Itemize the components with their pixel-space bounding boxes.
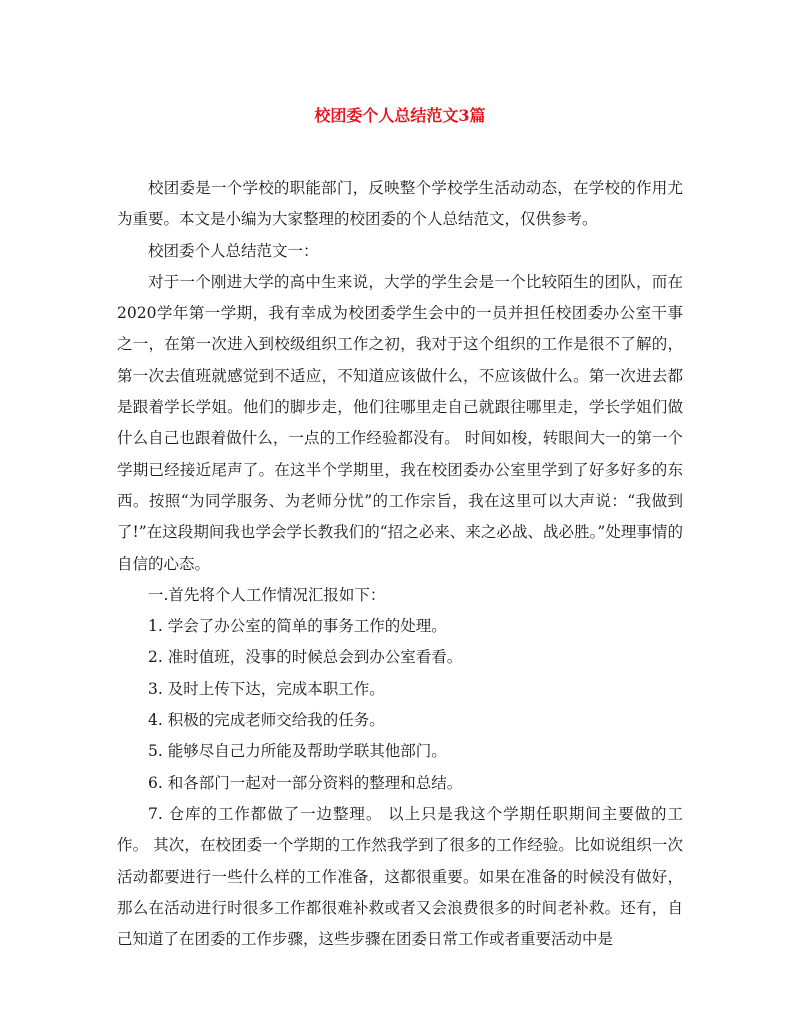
document-body [117, 173, 683, 955]
paragraph-report-heading: 一.首先将个人工作情况汇报如下： [148, 585, 386, 604]
paragraph-intro: 校团委是一个学校的职能部门，反映整个学校学生活动动态，在学校的作用尤为重要。本文是小编为大家整理的校团委的个人总结范文，仅供参考。 [117, 179, 683, 229]
paragraph-main: 对于一个刚进大学的高中生来说，大学的学生会是一个比较陌生的团队，而在2020学年第一学期，我有幸成为校团委学生会中的一员并担任校团委办公室干事之一，在第一次进入到校级组织工作之初，我对于这个组织的工作是很不了解的，第一次去值班就感觉到不适应，不知道应该做什么，不应该做什么。第一次进去都是跟着学长学姐。他们的脚步走，他们往哪里走自己就跟往哪里走，学长学姐们做什么自己也跟着做什么，一点的工作经验都没有。 时间如梭，转眼间大一的第一个学期已经接近尾声了。在这半个学期里，我在校团委办公室里学到了好多好多的东西。按照“为同学服务、为老师分忧”的工作宗旨，我在这里可以大声说：“我做到了!”在这段期间我也学会学长教我们的“招之必来、来之必战、战必胜。”处理事情的自信的心态。 [117, 272, 683, 573]
list-item: 1. 学会了办公室的简单的事务工作的处理。 [148, 617, 447, 636]
list-item: 7. 仓库的工作都做了一边整理。 以上只是我这个学期任职期间主要做的工作。 其次，在校团委一个学期的工作然我学到了很多的工作经验。比如说组织一次活动都要进行一些什么样的工作准备，这都很重要。如果在准备的时候没有做好，那么在活动进行时很多工作都很难补救或者又会浪费很多的时间老补救。还有，自己知道了在团委的工作步骤，这些步骤在团委日常工作或者重要活动中是 [117, 804, 683, 949]
document-title: 校团委个人总结范文3篇 [314, 106, 486, 125]
paragraph-section-heading: 校团委个人总结范文一： [148, 241, 319, 260]
list-item: 2. 准时值班，没事的时候总会到办公室看看。 [148, 648, 463, 667]
list-item: 4. 积极的完成老师交给我的任务。 [148, 711, 385, 730]
list-item: 5. 能够尽自己力所能及帮助学联其他部门。 [148, 742, 447, 761]
list-item: 3. 及时上传下达，完成本职工作。 [148, 679, 385, 698]
list-item: 6. 和各部门一起对一部分资料的整理和总结。 [148, 773, 463, 792]
